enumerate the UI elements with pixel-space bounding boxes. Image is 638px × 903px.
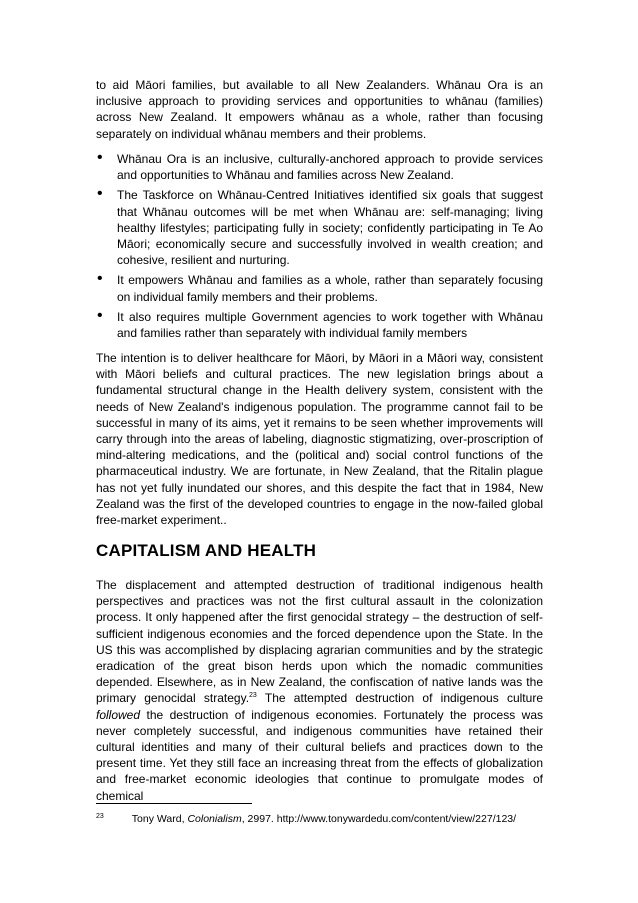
intro-paragraph: to aid Māori families, but available to all New Zealanders. Whānau Ora is an inclusive approach to providing services and opportunities to whānau (families) across New Zealand. It empowers whānau as a whole, rather than focusing separately on individual whānau members and their problems.: [96, 78, 543, 141]
emphasis-text: followed: [96, 707, 141, 722]
footnote: [96, 810, 556, 826]
bullet-item: [96, 306, 543, 341]
bullet-text: It also requires multiple Government agencies to work together with Whānau and families rather than separately with individual family members: [117, 309, 543, 341]
footnote-author: Tony Ward,: [131, 813, 188, 825]
bullet-list: [96, 151, 543, 345]
bullet-item: [96, 151, 543, 183]
bullet-text: The Taskforce on Whānau-Centred Initiatives identified six goals that suggest that Whānau outcomes will be met when Whānau are: self-managing; living healthy lifestyles; participating fully in society; confidently participating in Te Ao Māori; economically secure and successfully involved in wealth creation; and cohesive, resilient and nurturing.: [117, 188, 543, 268]
footnote-citation: , 2997. http://www.tonywardedu.com/content/view/227/123/: [241, 813, 517, 825]
intention-paragraph: The intention is to deliver healthcare for Māori, by Māori in a Māori way, consistent with Māori beliefs and cultural practices. The new legislation brings about a fundamental structural change in the Health delivery system, consistent with the needs of New Zealand's indigenous population. The programme cannot fail to be successful in many of its aims, yet it remains to be seen whether improvements will carry through into the areas of labeling, diagnostic stigmatizing, over-proscription of mind-altering medications, and the (political and) social control functions of the pharmaceutical industry. We are fortunate, in New Zealand, that the Ritalin plague has not yet fully inundated our shores, and this despite the fact that in 1984, New Zealand was the first of the developed countries to engage in the now-failed global free-market experiment..: [96, 351, 543, 528]
bullet-icon: •: [97, 185, 103, 203]
bullet-icon: •: [97, 149, 103, 166]
capitalism-text-part3: the destruction of indigenous economies. Fortunately the process was never completely successful, and indigenous communities have retained their cultural identities and many of their cultural beliefs and practices down to the present time. Yet they still face an increasing threat from the effects of globalization and free-market economic ideologies that continue to promulgate modes of chemical: [96, 707, 543, 803]
footnote-reference: 23: [249, 692, 257, 700]
footnote-text: [132, 813, 516, 826]
bullet-item: [96, 187, 543, 268]
footnote-number: 23: [96, 813, 104, 820]
bullet-icon: •: [97, 306, 103, 324]
capitalism-paragraph: [96, 577, 543, 804]
footnote-title: Colonialism: [187, 813, 242, 825]
capitalism-text-part2: The attempted destruction of indigenous culture: [256, 691, 543, 706]
section-heading: CAPITALISM AND HEALTH: [96, 541, 317, 560]
footnote-divider: [96, 803, 252, 804]
capitalism-text-part1: The displacement and attempted destruction of traditional indigenous health perspectives and practices was not the first cultural assault in the colonization process. It only happened after the first genocidal strategy – the destruction of self-sufficient indigenous economies and the forced dependence upon the State. In the US this was accomplished by displacing agrarian communities and by the strategic eradication of the great bison herds upon which the nomadic communities depended. Elsewhere, as in New Zealand, the confiscation of native lands was the primary genocidal strategy.: [96, 578, 543, 706]
bullet-text: It empowers Whānau and families as a whole, rather than separately focusing on individual family members and their problems.: [117, 273, 543, 304]
bullet-item: [96, 272, 543, 304]
bullet-text: Whānau Ora is an inclusive, culturally-anchored approach to provide services and opportunities to Whānau and families across New Zealand.: [117, 152, 543, 183]
bullet-icon: •: [97, 270, 103, 288]
